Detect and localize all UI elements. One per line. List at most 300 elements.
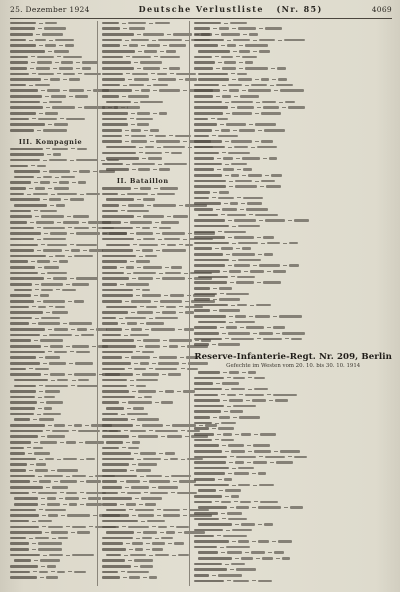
list-line: [10, 463, 91, 468]
list-line: [194, 292, 392, 297]
list-line: [102, 576, 183, 581]
list-line: [10, 468, 91, 473]
list-line: [194, 190, 392, 195]
list-line: [102, 395, 183, 400]
list-line: [102, 60, 183, 65]
list-line: [194, 343, 392, 348]
list-line: [10, 570, 91, 575]
list-line: [194, 309, 392, 314]
list-line: [102, 440, 183, 445]
list-line: [102, 508, 183, 513]
list-line: [10, 147, 91, 152]
list-line: [102, 55, 183, 60]
list-line: [102, 186, 183, 191]
list-line: [10, 401, 91, 406]
list-line: [102, 536, 183, 541]
list-line: [102, 215, 183, 220]
regiment-heading: Reserve-Infanterie-Regt. Nr. 209, Berlin: [194, 352, 392, 363]
list-line: [102, 243, 183, 248]
list-line: [194, 331, 392, 336]
list-line: [102, 123, 183, 128]
list-line: [194, 179, 392, 184]
list-line: [194, 55, 392, 60]
list-line: [194, 280, 392, 285]
list-line: [10, 169, 91, 174]
list-line: [194, 196, 392, 201]
list-line: [102, 203, 183, 208]
list-line: [10, 282, 91, 287]
list-line: [10, 117, 91, 122]
list-line: [10, 384, 91, 389]
list-line: [102, 32, 183, 37]
list-line: [194, 286, 392, 291]
list-line: [10, 288, 91, 293]
list-line: [102, 271, 183, 276]
list-line: [194, 106, 392, 111]
list-line: [102, 384, 183, 389]
list-line: [10, 356, 91, 361]
list-line: [194, 72, 392, 77]
list-line: [194, 128, 392, 133]
list-line: [194, 173, 392, 178]
list-line: [102, 139, 183, 144]
list-line: [194, 275, 392, 280]
column-2: [97, 21, 183, 586]
list-line: [102, 38, 183, 43]
list-line: [102, 128, 183, 133]
list-line: [194, 449, 392, 454]
list-line: [102, 497, 183, 502]
list-line: [10, 260, 91, 265]
list-line: [194, 156, 392, 161]
list-line: [194, 202, 392, 207]
list-line: [102, 519, 183, 524]
list-line: [194, 381, 392, 386]
list-line: [10, 378, 91, 383]
list-line: [10, 389, 91, 394]
list-line: [10, 316, 91, 321]
list-line: [194, 477, 392, 482]
list-line: [194, 66, 392, 71]
list-line: [194, 269, 392, 274]
header-title: [139, 4, 323, 14]
list-line: [10, 497, 91, 502]
list-line: [102, 162, 183, 167]
list-line: [10, 406, 91, 411]
list-line: [10, 536, 91, 541]
list-line: [194, 387, 392, 392]
list-line: [194, 404, 392, 409]
list-line: [194, 145, 392, 150]
list-line: [102, 305, 183, 310]
header-rule: [10, 18, 392, 19]
list-line: [194, 168, 392, 173]
list-line: [194, 376, 392, 381]
list-line: [10, 209, 91, 214]
list-line: [10, 128, 91, 133]
list-line: [102, 49, 183, 54]
column-3: [189, 21, 392, 586]
list-line: [10, 327, 91, 332]
list-line: [102, 502, 183, 507]
header-date: 25. Dezember 1924: [10, 5, 90, 14]
list-line: [10, 72, 91, 77]
list-line: [102, 322, 183, 327]
list-line: [10, 395, 91, 400]
list-line: [102, 339, 183, 344]
list-line: [102, 367, 183, 372]
list-line: [10, 508, 91, 513]
list-line: [194, 421, 392, 426]
list-line: [10, 525, 91, 530]
list-line: [10, 66, 91, 71]
list-line: [10, 32, 91, 37]
list-line: [10, 21, 91, 26]
list-line: [102, 378, 183, 383]
list-line: [102, 66, 183, 71]
list-line: [194, 224, 392, 229]
list-line: [194, 230, 392, 235]
list-line: [194, 410, 392, 415]
list-line: [102, 145, 183, 150]
list-line: [194, 218, 392, 223]
header-page-number: 4069: [371, 5, 392, 14]
list-line: [102, 106, 183, 111]
list-line: [10, 553, 91, 558]
list-line: [194, 247, 392, 252]
list-line: [10, 158, 91, 163]
list-line: [194, 94, 392, 99]
list-line: [10, 83, 91, 88]
list-line: [102, 77, 183, 82]
list-line: [10, 181, 91, 186]
list-line: [102, 117, 183, 122]
list-line: [102, 254, 183, 259]
list-line: [10, 77, 91, 82]
list-line: [102, 299, 183, 304]
list-line: [10, 457, 91, 462]
list-line: [10, 293, 91, 298]
list-line: [10, 299, 91, 304]
list-line: [102, 344, 183, 349]
list-line: [102, 209, 183, 214]
list-line: [102, 412, 183, 417]
list-line: [102, 293, 183, 298]
list-line: [10, 89, 91, 94]
list-line: [194, 494, 392, 499]
list-line: [194, 27, 392, 32]
list-line: [194, 443, 392, 448]
list-line: [194, 472, 392, 477]
list-line: [10, 333, 91, 338]
list-line: [194, 320, 392, 325]
list-line: [194, 235, 392, 240]
list-line: [10, 55, 91, 60]
list-line: [10, 434, 91, 439]
list-line: [194, 151, 392, 156]
list-line: [10, 547, 91, 552]
list-line: [10, 491, 91, 496]
list-line: [194, 213, 392, 218]
list-line: [102, 316, 183, 321]
list-line: [194, 438, 392, 443]
header-issue: (Nr. 85): [276, 4, 323, 14]
list-line: [194, 370, 392, 375]
list-line: [102, 220, 183, 225]
list-line: [194, 264, 392, 269]
list-line: [194, 562, 392, 567]
list-line: [194, 500, 392, 505]
list-line: [194, 100, 392, 105]
list-line: [194, 60, 392, 65]
list-line: [102, 72, 183, 77]
list-line: [10, 49, 91, 54]
list-line: [102, 226, 183, 231]
list-line: [102, 372, 183, 377]
list-line: [194, 522, 392, 527]
list-line: [10, 192, 91, 197]
list-line: [102, 156, 183, 161]
list-line: [194, 432, 392, 437]
list-line: [102, 463, 183, 468]
list-line: [102, 389, 183, 394]
list-line: [10, 513, 91, 518]
list-line: [10, 111, 91, 116]
list-line: [10, 226, 91, 231]
list-line: [194, 32, 392, 37]
list-line: [102, 265, 183, 270]
list-line: [10, 220, 91, 225]
list-line: [194, 528, 392, 533]
list-line: [10, 27, 91, 32]
list-line: [102, 547, 183, 552]
list-line: [10, 339, 91, 344]
list-line: [10, 564, 91, 569]
list-line: [10, 350, 91, 355]
list-line: [102, 356, 183, 361]
list-line: [102, 277, 183, 282]
list-line: [194, 38, 392, 43]
list-line: [194, 111, 392, 116]
list-line: [10, 243, 91, 248]
list-line: [10, 38, 91, 43]
list-line: [194, 337, 392, 342]
list-line: [10, 519, 91, 524]
list-line: [102, 260, 183, 265]
list-line: [10, 271, 91, 276]
list-line: [102, 361, 183, 366]
list-line: [102, 288, 183, 293]
list-line: [194, 539, 392, 544]
list-line: [10, 485, 91, 490]
list-line: [10, 446, 91, 451]
list-line: [102, 94, 183, 99]
list-line: [102, 350, 183, 355]
list-line: [10, 203, 91, 208]
list-line: [10, 277, 91, 282]
list-line: [102, 282, 183, 287]
list-line: [102, 485, 183, 490]
list-line: [102, 401, 183, 406]
list-line: [194, 545, 392, 550]
list-line: [102, 151, 183, 156]
list-line: [194, 252, 392, 257]
list-line: [10, 542, 91, 547]
list-line: [102, 237, 183, 242]
list-line: [10, 418, 91, 423]
list-line: [10, 344, 91, 349]
list-line: [10, 305, 91, 310]
list-line: [194, 123, 392, 128]
list-line: [194, 455, 392, 460]
list-line: [102, 327, 183, 332]
list-line: [10, 248, 91, 253]
list-line: [194, 466, 392, 471]
list-line: [102, 44, 183, 49]
list-line: [194, 427, 392, 432]
list-line: [102, 231, 183, 236]
list-line: [102, 418, 183, 423]
list-line: [102, 553, 183, 558]
list-line: [10, 175, 91, 180]
list-line: [102, 406, 183, 411]
list-line: [10, 198, 91, 203]
list-line: [102, 89, 183, 94]
list-line: [194, 460, 392, 465]
list-line: [10, 94, 91, 99]
list-line: [194, 134, 392, 139]
list-line: [10, 372, 91, 377]
columns: [10, 21, 392, 586]
list-line: [194, 551, 392, 556]
column-1: [10, 21, 91, 586]
list-line: [10, 265, 91, 270]
list-line: [10, 231, 91, 236]
list-line: [102, 134, 183, 139]
list-line: [102, 423, 183, 428]
list-line: [194, 77, 392, 82]
list-line: [102, 310, 183, 315]
list-line: [194, 117, 392, 122]
list-line: [102, 451, 183, 456]
list-line: [10, 254, 91, 259]
list-line: [10, 215, 91, 220]
list-line: [102, 333, 183, 338]
list-line: [10, 412, 91, 417]
list-line: [102, 491, 183, 496]
list-line: [102, 480, 183, 485]
list-line: [194, 398, 392, 403]
list-line: [102, 457, 183, 462]
header-publication: Deutsche Verlustliste: [138, 4, 264, 14]
list-line: [194, 297, 392, 302]
list-line: [194, 139, 392, 144]
section-heading-kompagnie: III. Kompagnie: [18, 137, 83, 146]
list-line: [194, 556, 392, 561]
list-line: [194, 517, 392, 522]
list-line: [10, 429, 91, 434]
list-line: [194, 506, 392, 511]
list-line: [194, 241, 392, 246]
list-line: [10, 123, 91, 128]
list-line: [102, 168, 183, 173]
list-line: [194, 489, 392, 494]
list-line: [10, 440, 91, 445]
list-line: [194, 415, 392, 420]
list-line: [102, 21, 183, 26]
list-line: [102, 513, 183, 518]
list-line: [102, 570, 183, 575]
list-line: [194, 44, 392, 49]
list-line: [194, 314, 392, 319]
list-line: [194, 21, 392, 26]
list-line: [194, 303, 392, 308]
list-line: [10, 106, 91, 111]
list-line: [102, 83, 183, 88]
list-line: [194, 207, 392, 212]
list-line: [102, 468, 183, 473]
list-line: [194, 579, 392, 584]
list-line: [102, 111, 183, 116]
list-line: [10, 186, 91, 191]
list-line: [10, 60, 91, 65]
list-line: [102, 564, 183, 569]
page-header: [10, 4, 392, 18]
list-line: [194, 258, 392, 263]
list-line: [194, 511, 392, 516]
list-line: [194, 89, 392, 94]
list-line: [194, 534, 392, 539]
list-line: [10, 100, 91, 105]
list-line: [10, 237, 91, 242]
list-line: [194, 393, 392, 398]
list-line: [10, 44, 91, 49]
list-line: [10, 367, 91, 372]
list-line: [102, 559, 183, 564]
list-line: [102, 530, 183, 535]
list-line: [10, 152, 91, 157]
list-line: [194, 483, 392, 488]
list-line: [10, 576, 91, 581]
list-line: [102, 27, 183, 32]
list-line: [194, 162, 392, 167]
list-line: [10, 480, 91, 485]
list-line: [102, 446, 183, 451]
list-line: [102, 542, 183, 547]
section-heading-bataillon: II. Bataillon: [116, 177, 169, 186]
list-line: [194, 49, 392, 54]
list-line: [102, 192, 183, 197]
list-line: [10, 423, 91, 428]
list-line: [194, 573, 392, 578]
list-line: [10, 502, 91, 507]
list-line: [194, 83, 392, 88]
list-line: [10, 530, 91, 535]
list-line: [102, 525, 183, 530]
list-line: [10, 164, 91, 169]
list-line: [102, 248, 183, 253]
regiment-subheading: Gefechte im Westen vom 20. 10. bis 30. 10. 1914: [226, 363, 361, 370]
list-line: [102, 198, 183, 203]
list-line: [102, 100, 183, 105]
list-line: [102, 434, 183, 439]
list-line: [102, 429, 183, 434]
list-line: [194, 568, 392, 573]
list-line: [194, 185, 392, 190]
list-line: [10, 559, 91, 564]
list-line: [10, 361, 91, 366]
list-line: [10, 451, 91, 456]
